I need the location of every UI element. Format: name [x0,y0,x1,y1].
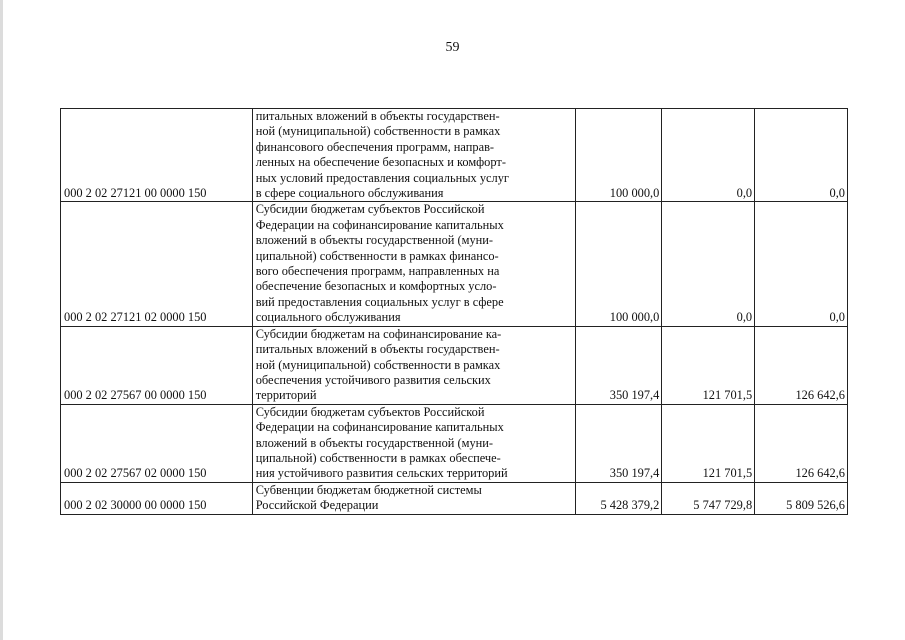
amount-year-3: 126 642,6 [755,326,848,404]
amount-year-1: 350 197,4 [575,404,662,482]
amount-year-3: 0,0 [755,109,848,202]
budget-item-name: Субсидии бюджетам на софинансирование ка- питальных вложений в объекты государствен- ной (муниципальной) собственности в рамках обеспечения устойчивого развития сельских территорий [252,326,575,404]
amount-year-2: 5 747 729,8 [662,482,755,514]
table-row [61,404,848,482]
budget-code: 000 2 02 27121 00 0000 150 [61,109,253,202]
table-row [61,482,848,514]
table-row [61,109,848,202]
amount-year-3: 0,0 [755,202,848,326]
amount-year-1: 5 428 379,2 [575,482,662,514]
amount-year-1: 100 000,0 [575,109,662,202]
budget-item-name: Субсидии бюджетам субъектов Российской Федерации на софинансирование капитальных вложений в объекты государственной (муни- ципальной) собственности в рамках обеспече- ния устойчивого развития сельских территорий [252,404,575,482]
budget-code: 000 2 02 27567 00 0000 150 [61,326,253,404]
table-row [61,202,848,326]
page-number: 59 [445,40,460,55]
amount-year-2: 121 701,5 [662,326,755,404]
table-row [61,326,848,404]
amount-year-2: 0,0 [662,202,755,326]
scan-edge [0,0,3,640]
amount-year-1: 100 000,0 [575,202,662,326]
amount-year-1: 350 197,4 [575,326,662,404]
amount-year-3: 126 642,6 [755,404,848,482]
amount-year-3: 5 809 526,6 [755,482,848,514]
amount-year-2: 121 701,5 [662,404,755,482]
amount-year-2: 0,0 [662,109,755,202]
budget-item-name: питальных вложений в объекты государствен- ной (муниципальной) собственности в рамках финансового обеспечения программ, направ- ленных на обеспечение безопасных и комфорт- ных условий предоставления социальных услуг в сфере социального обслуживания [252,109,575,202]
budget-item-name: Субвенции бюджетам бюджетной системы Российской Федерации [252,482,575,514]
budget-item-name: Субсидии бюджетам субъектов Российской Федерации на софинансирование капитальных вложений в объекты государственной (муни- ципальной) собственности в рамках финансо- вого обеспечения программ, направленных на обеспечение безопасных и комфортных усло- вий предоставления социальных услуг в сфере социального обслуживания [252,202,575,326]
budget-code: 000 2 02 30000 00 0000 150 [61,482,253,514]
budget-code: 000 2 02 27567 02 0000 150 [61,404,253,482]
budget-code: 000 2 02 27121 02 0000 150 [61,202,253,326]
budget-table [60,108,848,515]
